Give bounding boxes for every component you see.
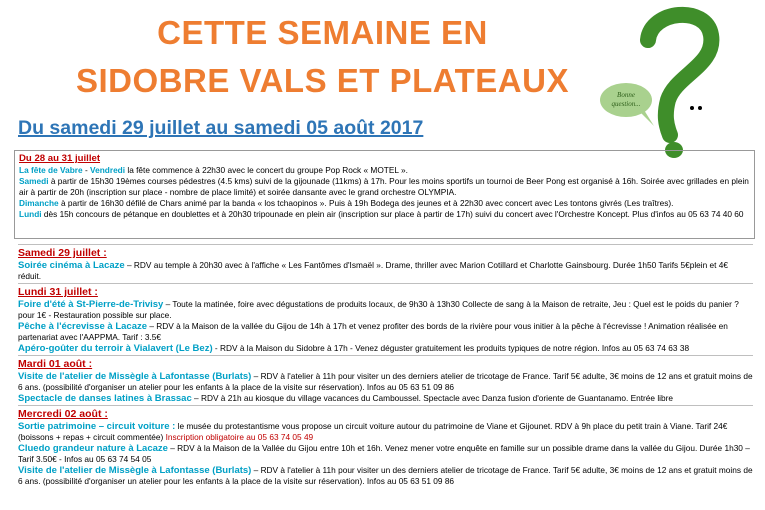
entry-title: Dimanche xyxy=(19,198,59,208)
event-entry xyxy=(18,321,753,343)
event-text: - RDV à la Maison du Sidobre à 17h - Venez déguster gratuitement les produits typiques de notre région. Infos au 05 63 74 63 38 xyxy=(212,343,690,353)
event-text: – RDV à 21h au kiosque du village vacances du Camboussel. Spectacle avec Danza fusion d'oriente de Guantanamo. Entrée libre xyxy=(191,393,673,403)
boxed-entry xyxy=(19,165,749,176)
event-text: le musée du protestantisme vous propose un circuit voiture autour du patrimoine de Viane et Gijounet. RDV à 9h place du petit train à Viane. Tarif 24€ (boissons + repas + circuit commentée) xyxy=(18,421,728,442)
entry-separator: - xyxy=(82,165,91,175)
event-entry xyxy=(18,260,753,282)
sections-list xyxy=(18,244,753,488)
boxed-heading: Du 28 au 31 juillet xyxy=(19,153,101,164)
day-section xyxy=(18,405,753,487)
boxed-entry xyxy=(19,209,749,220)
event-entry xyxy=(18,343,753,354)
event-title: Visite de l'atelier de Missègle à Lafontasse (Burlats) xyxy=(18,371,252,382)
boxed-entry xyxy=(19,176,749,198)
event-text: – RDV au temple à 20h30 avec à l'affiche « Les Fantômes d'Ismaël ». Drame, thriller avec Marion Cotillard et Charlotte Gainsbourg. Durée 1h50 Tarifs 5€plein et 4€ réduit. xyxy=(18,260,728,281)
event-registration-note: Inscription obligatoire au 05 63 74 05 49 xyxy=(165,432,314,442)
page-title-line1: CETTE SEMAINE EN xyxy=(157,14,488,51)
entry-text: à partir de 15h30 19èmes courses pédestres (4.5 kms) suivi de la gijounade (11kms) à 17h. Pour les moins sportifs un tournoi de Beer Pong est organisé à 16h. Soirée avec grillades en plein air à partir de 20h (inscription sur place - nombre de place limité) et soirée dansante avec le grand orchestre OLYMPIA. xyxy=(19,176,749,197)
event-entry xyxy=(18,465,753,487)
svg-text:question...: question... xyxy=(611,100,641,108)
entry-text: la fête commence à 22h30 avec le concert du groupe Pop Rock « MOTEL ». xyxy=(125,165,408,175)
day-section xyxy=(18,355,753,404)
event-title: Foire d'été à St-Pierre-de-Trivisy xyxy=(18,299,164,310)
question-mark-mascot-icon xyxy=(596,0,736,160)
event-entry xyxy=(18,371,753,393)
boxed-entry xyxy=(19,198,749,209)
event-title: Apéro-goûter du terroir à Vialavert (Le Bez) xyxy=(18,343,213,354)
entry-day: Vendredi xyxy=(90,165,126,175)
day-heading: Mercredi 02 août : xyxy=(18,408,108,420)
event-text: – RDV à l'atelier à 11h pour visiter un des derniers atelier de tricotage de France. Tarif 5€ adulte, 3€ moins de 12 ans et gratuit moins de 6 ans. (possibilité d'organiser un atelier pour les enfants à la place de la visite sur réservation). Infos au 05 63 51 09 86 xyxy=(18,465,753,486)
event-text: – Toute la matinée, foire avec dégustations de produits locaux, de 9h30 à 13h30 Collecte de sang à la Maison de retraite, Jeu : Quel est le poids du panier ? pour 1€ - Restauration possible sur place. xyxy=(18,299,739,320)
event-title: Visite de l'atelier de Missègle à Lafontasse (Burlats) xyxy=(18,465,252,476)
entry-title: Lundi xyxy=(19,209,42,219)
boxed-section xyxy=(14,150,755,239)
day-heading: Lundi 31 juillet : xyxy=(18,286,98,298)
date-range-heading: Du samedi 29 juillet au samedi 05 août 2017 xyxy=(18,117,424,139)
day-section xyxy=(18,244,753,282)
event-entry xyxy=(18,421,753,443)
event-text: – RDV à l'atelier à 11h pour visiter un des derniers atelier de tricotage de France. Tarif 5€ adulte, 3€ moins de 12 ans et gratuit moins de 6 ans. (possibilité d'organiser un atelier pour les enfants à la place de la visite sur réservation). Infos au 05 63 51 09 86 xyxy=(18,371,753,392)
day-section xyxy=(18,283,753,354)
event-entry xyxy=(18,299,753,321)
svg-text:Bonne: Bonne xyxy=(617,91,635,99)
page-title-line2: SIDOBRE VALS ET PLATEAUX xyxy=(76,62,569,99)
event-title: Cluedo grandeur nature à Lacaze xyxy=(18,443,168,454)
event-title: Spectacle de danses latines à Brassac xyxy=(18,393,192,404)
event-text: – RDV à la Maison de la Vallée du Gijou entre 10h et 16h. Venez mener votre enquête en famille sur un possible drame dans la vallée du Gijou. Durée 1h30 – Tarif 3.50€ - Infos au 05 63 74 54 05 xyxy=(18,443,750,464)
entry-text: dès 15h concours de pétanque en doublettes et à 20h30 tripounade en plein air (inscription sur place à partir de 17h) suivi du concert avec l'Orchestre Koncept. Plus d'infos au 05 63 74 40 60 xyxy=(41,209,744,219)
event-title: Soirée cinéma à Lacaze xyxy=(18,260,125,271)
entry-title: La fête de Vabre xyxy=(19,165,83,175)
event-entry xyxy=(18,393,753,404)
day-heading: Mardi 01 août : xyxy=(18,358,93,370)
event-title: Sortie patrimoine – circuit voiture : xyxy=(18,421,176,432)
event-entry xyxy=(18,443,753,465)
day-heading: Samedi 29 juillet : xyxy=(18,247,107,259)
entry-title: Samedi xyxy=(19,176,49,186)
entry-text: à partir de 16h30 défilé de Chars animé par la banda « los tchaopinos ». Puis à 19h Bodega des jeunes et à 22h30 avec concert avec Les tontons givrés (Les traîtres). xyxy=(58,198,674,208)
boxed-content xyxy=(19,153,749,220)
event-title: Pêche à l'écrevisse à Lacaze xyxy=(18,321,148,332)
event-text: – RDV à la Maison de la vallée du Gijou de 14h à 17h et venez profiter des bords de la rivière pour vous initier à la pêche à l'écrevisse ! Animation réalisée en partenariat avec l'AAPPMA. Tarif : 3.5€ xyxy=(18,321,728,342)
